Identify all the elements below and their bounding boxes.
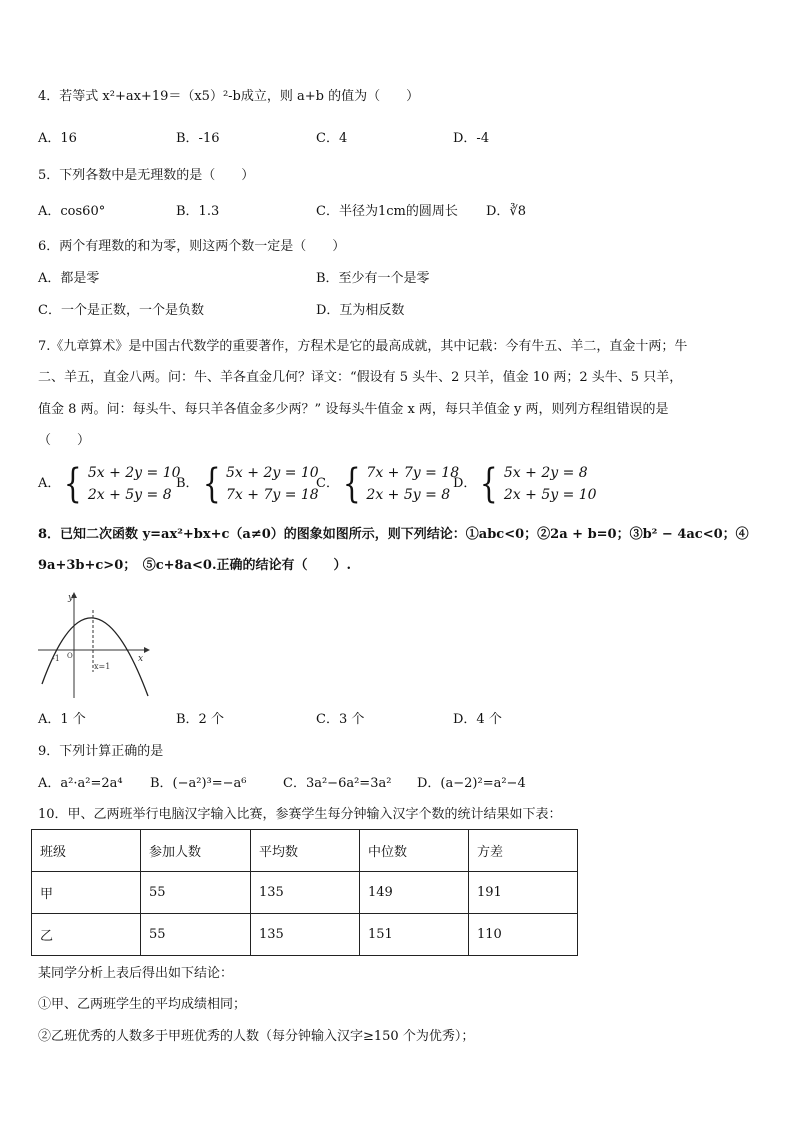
cell-class: 甲 [32,872,141,914]
q8-option-b[interactable]: B．2 个 [176,712,224,727]
table-header-row [32,830,578,872]
header-participants: 参加人数 [141,830,251,872]
q10-stem: 10．甲、乙两班举行电脑汉字输入比赛，参赛学生每分钟输入汉字个数的统计结果如下表： [38,807,562,822]
q8-option-a[interactable]: A．1 个 [38,712,86,727]
table-row [32,914,578,956]
q7-option-a-eq2: 2x + 5y = 8 [87,487,172,503]
q5-option-c[interactable]: C．半径为1cm的圆周长 [316,204,458,219]
brace-icon: { [202,461,221,507]
q6-option-c[interactable]: C．一个是正数，一个是负数 [38,303,204,318]
x-axis-arrow-icon [144,647,150,653]
y-axis-label: y [68,593,74,603]
q7-line-1: 7.《九章算术》是中国古代数学的重要著作，方程术是它的最高成就，其中记载：今有牛五、羊二，直金十两；牛 [38,339,688,354]
q7-option-d[interactable] [453,462,597,506]
q7-option-c-eq2: 2x + 5y = 8 [366,487,451,503]
q9-option-a[interactable]: A．a²·a²=2a⁴ [38,776,123,791]
stats-table [31,829,578,956]
x-axis-label: x [138,654,144,664]
q10-conclusion-1: ①甲、乙两班学生的平均成绩相同； [38,997,247,1012]
q7-option-b-label: B． [176,476,199,491]
q5-stem: 5．下列各数中是无理数的是（ ） [38,168,255,183]
q5-option-d[interactable]: D．∛8 [486,204,526,219]
q9-stem: 9．下列计算正确的是 [38,744,164,759]
q7-option-d-eq1: 5x + 2y = 8 [503,465,588,481]
cell-variance: 191 [469,872,578,914]
q10-analysis: 某同学分析上表后得出如下结论： [38,966,234,981]
q7-option-b-eq1: 5x + 2y = 10 [226,465,319,481]
q7-line-2: 二、羊五，直金八两。问：牛、羊各直金几何？译文：“假设有 5 头牛、2 只羊，值金 10 两；2 头牛、5 只羊， [38,370,683,385]
q9-option-d[interactable]: D．(a−2)²=a²−4 [417,776,526,791]
q7-option-c[interactable] [316,462,459,506]
q7-option-a-label: A． [38,476,61,491]
cell-participants: 55 [141,872,251,914]
cell-mean: 135 [251,872,360,914]
q7-option-c-label: C． [316,476,339,491]
q6-option-a[interactable]: A．都是零 [38,271,100,286]
cell-variance: 110 [469,914,578,956]
q7-line-4: （ ） [38,433,91,448]
q10-conclusion-2: ②乙班优秀的人数多于甲班优秀的人数（每分钟输入汉字≥150 个为优秀）； [38,1029,475,1044]
q6-option-d[interactable]: D．互为相反数 [316,303,405,318]
q4-stem: 4．若等式 x²+ax+19＝（x5）²-b成立，则 a+b 的值为（ ） [38,89,420,104]
q8-line-1: 8．已知二次函数 y=ax²+bx+c（a≠0）的图象如图所示，则下列结论：①abc<0；②2a + b=0；③b² − 4ac<0；④ [38,527,749,542]
q7-option-b-eq2: 7x + 7y = 18 [226,487,319,503]
brace-icon: { [480,461,499,507]
table-row [32,872,578,914]
q7-option-c-eq1: 7x + 7y = 18 [366,465,460,481]
brace-icon: { [64,461,83,507]
cell-mean: 135 [251,914,360,956]
q6-option-b[interactable]: B．至少有一个是零 [316,271,430,286]
q8-line-2: 9a+3b+c>0； ⑤c+8a<0.正确的结论有（ ）. [38,558,352,573]
neg-one-label: -1 [52,654,60,663]
q4-option-c[interactable]: C．4 [316,131,348,146]
cell-participants: 55 [141,914,251,956]
q6-stem: 6．两个有理数的和为零，则这两个数一定是（ ） [38,239,346,254]
q4-option-a[interactable]: A．16 [38,131,77,146]
q8-option-d[interactable]: D．4 个 [453,712,502,727]
header-median: 中位数 [360,830,469,872]
q7-option-d-label: D． [453,476,477,491]
q8-option-c[interactable]: C．3 个 [316,712,365,727]
cell-median: 151 [360,914,469,956]
q4-option-d[interactable]: D．-4 [453,131,490,146]
q7-line-3: 值金 8 两。问：每头牛、每只羊各值金多少两？” 设每头牛值金 x 两，每只羊值金 y 两，则列方程组错误的是 [38,402,669,417]
brace-icon: { [342,461,361,507]
q5-option-b[interactable]: B．1.3 [176,204,220,219]
q5-option-a[interactable]: A．cos60° [38,204,106,219]
q7-option-a-eq1: 5x + 2y = 10 [87,465,181,481]
header-class: 班级 [32,830,141,872]
symmetry-axis-label: x=1 [94,662,111,671]
q9-option-c[interactable]: C．3a²−6a²=3a² [283,776,392,791]
header-mean: 平均数 [251,830,360,872]
parabola-graph [38,590,150,700]
q9-option-b[interactable]: B．(−a²)³=−a⁶ [150,776,247,791]
q7-option-b[interactable] [176,462,319,506]
header-variance: 方差 [469,830,578,872]
q7-option-a[interactable] [38,462,181,506]
cell-class: 乙 [32,914,141,956]
q4-option-b[interactable]: B．-16 [176,131,220,146]
cell-median: 149 [360,872,469,914]
origin-label: O [67,652,73,660]
q7-option-d-eq2: 2x + 5y = 10 [503,487,597,503]
